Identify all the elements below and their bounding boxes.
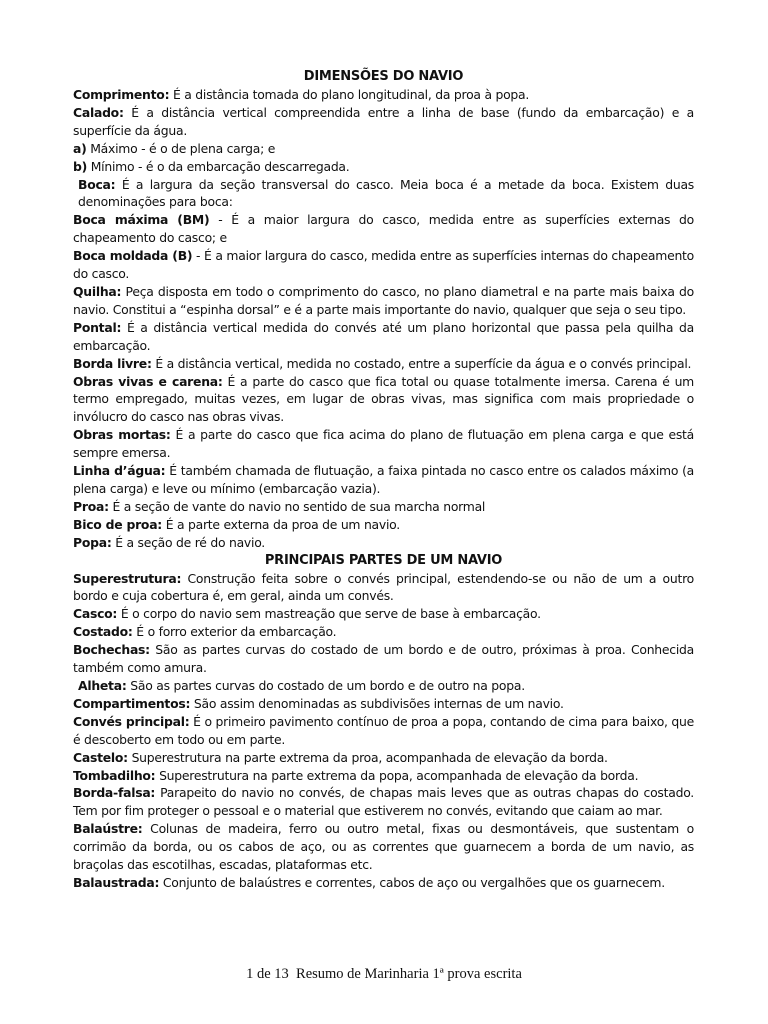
entry-comprimento [73, 86, 694, 104]
term: Comprimento: [73, 87, 170, 102]
entry-tombadilho [73, 767, 694, 785]
entry-quilha [73, 283, 694, 319]
section-title-dimensoes: DIMENSÕES DO NAVIO [303, 69, 464, 84]
term: Casco: [73, 606, 118, 622]
entry-balaustrada [73, 874, 694, 892]
entry-superestrutura [73, 570, 694, 606]
entry-pontal [73, 319, 694, 355]
definition: É o corpo do navio sem mastreação que serve de base à embarcação. [117, 606, 541, 622]
term: Proa: [73, 498, 109, 514]
term: Boca moldada (B) [73, 248, 193, 264]
definition: É a seção de ré do navio. [111, 534, 265, 550]
document-title: Resumo de Marinharia 1ª prova escrita [296, 966, 522, 982]
definition: É a distância vertical, medida no costado, entre a superfície da água e o convés principal. [151, 355, 692, 371]
entry-proa [73, 498, 694, 516]
entry-alheta [73, 677, 694, 695]
term: Balaustrada: [73, 874, 160, 890]
term: Popa: [73, 534, 112, 550]
definition: É o forro exterior da embarcação. [132, 624, 337, 640]
entry-calado-maximo [73, 140, 694, 158]
term: Obras vivas e carena: [73, 373, 223, 389]
term: Borda livre: [73, 355, 152, 371]
entry-bico-de-proa [73, 516, 694, 534]
entry-obras-vivas [73, 373, 694, 427]
definition: Colunas de madeira, ferro ou outro metal, fixas ou desmontáveis, que sustentam o corrimão da borda, ou os cabos de aço, ou as correntes que guarnecem a borda de um navio, as braçolas das escotilhas, escadas, plataformas etc. [73, 821, 694, 873]
term: Boca: [78, 176, 116, 192]
definition: Construção feita sobre o convés principal, estendendo-se ou não de um a outro bordo e cuja cobertura é, em geral, ainda um convés. [73, 570, 694, 604]
term: a) [73, 140, 87, 156]
term: Castelo: [73, 749, 128, 765]
page-footer [0, 966, 768, 983]
term: Obras mortas: [73, 427, 171, 443]
entry-castelo [73, 749, 694, 767]
term: Tombadilho: [73, 767, 156, 783]
term: Pontal: [73, 319, 122, 335]
entry-boca-moldada [73, 247, 694, 283]
term: Compartimentos: [73, 695, 191, 711]
term: Boca máxima (BM) [73, 212, 210, 228]
term: Superestrutura: [73, 570, 182, 586]
entry-linha-dagua [73, 462, 694, 498]
entry-borda-falsa [73, 784, 694, 820]
entry-compartimentos [73, 695, 694, 713]
definition: São as partes curvas do costado de um bordo e de outro na popa. [126, 678, 525, 693]
term: Quilha: [73, 283, 122, 299]
definition: - É a maior largura do casco, medida entre as superfícies internas do chapeamento do casco. [73, 248, 694, 282]
entry-bochechas [73, 641, 694, 677]
definition: É a distância vertical medida do convés até um plano horizontal que passa pela quilha da embarcação. [73, 319, 694, 353]
entry-obras-mortas [73, 426, 694, 462]
definition: Mínimo - é o da embarcação descarregada. [87, 158, 350, 174]
definition: É a parte do casco que fica total ou quase totalmente imersa. Carena é um termo empregado, muitas vezes, em lugar de obras vivas, mas significa com mais propriedade o invólucro do casco nas obras vivas. [73, 373, 695, 425]
section-title-partes: PRINCIPAIS PARTES DE UM NAVIO [264, 552, 503, 568]
term: Borda-falsa: [73, 785, 156, 801]
term: Costado: [73, 624, 133, 640]
term: Linha d’água: [73, 463, 166, 479]
definition: É a seção de vante do navio no sentido de sua marcha normal [108, 498, 486, 514]
entry-borda-livre [73, 355, 694, 373]
entry-conves-principal [73, 713, 694, 749]
definition: É a distância tomada do plano longitudinal, da proa à popa. [169, 87, 530, 102]
term: Alheta: [78, 678, 127, 693]
definition: São as partes curvas do costado de um bordo e de outro, próximas à proa. Conhecida também como amura. [73, 642, 694, 676]
term: Convés principal: [73, 713, 190, 729]
definition: - É a maior largura do casco, medida entre as superfícies externas do chapeamento do casco; e [73, 212, 694, 246]
entry-popa [73, 534, 694, 552]
term: Bochechas: [73, 642, 150, 658]
entry-costado [73, 623, 694, 641]
term: b) [73, 158, 88, 174]
definition: Máximo - é o de plena carga; e [86, 140, 276, 156]
definition: É o primeiro pavimento contínuo de proa a popa, contando de cima para baixo, que é descoberto em todo ou em parte. [73, 713, 695, 747]
definition: É também chamada de flutuação, a faixa pintada no casco entre os calados máximo (a plena carga) e leve ou mínimo (embarcação vazia). [73, 463, 694, 496]
page-number: 1 de 13 [246, 966, 289, 982]
definition: São assim denominadas as subdivisões internas de um navio. [190, 695, 564, 711]
definition: Peça disposta em todo o comprimento do casco, no plano diametral e na parte mais baixa do navio. Constitui a “espinha dorsal” e é a parte mais importante do navio, qualquer que seja o seu tipo. [73, 283, 694, 317]
entry-boca [73, 176, 694, 212]
definition: Superestrutura na parte extrema da proa, acompanhada de elevação da borda. [127, 749, 608, 765]
entry-casco [73, 605, 694, 623]
definition: É a parte externa da proa de um navio. [162, 516, 400, 532]
term: Balaústre: [73, 821, 143, 837]
term: Calado: [73, 104, 124, 120]
definition: É a parte do casco que fica acima do plano de flutuação em plena carga e que está sempre emersa. [73, 427, 694, 461]
entry-calado-minimo [73, 158, 694, 176]
definition: É a distância vertical compreendida entre a linha de base (fundo da embarcação) e a superfície da água. [73, 104, 694, 138]
entry-boca-maxima [73, 211, 694, 247]
entry-calado [73, 104, 694, 140]
definition: Superestrutura na parte extrema da popa, acompanhada de elevação da borda. [155, 767, 639, 783]
term: Bico de proa: [73, 516, 163, 532]
definition: Parapeito do navio no convés, de chapas mais leves que as outras chapas do costado. Tem por fim proteger o pessoal e o material que estiverem no convés, evitando que caiam ao mar. [73, 785, 694, 819]
entry-balaustre [73, 820, 694, 874]
definition: Conjunto de balaústres e correntes, cabos de aço ou vergalhões que os guarnecem. [159, 874, 665, 890]
definition: É a largura da seção transversal do casco. Meia boca é a metade da boca. Existem duas denominações para boca: [78, 176, 694, 210]
document-body [73, 68, 694, 892]
